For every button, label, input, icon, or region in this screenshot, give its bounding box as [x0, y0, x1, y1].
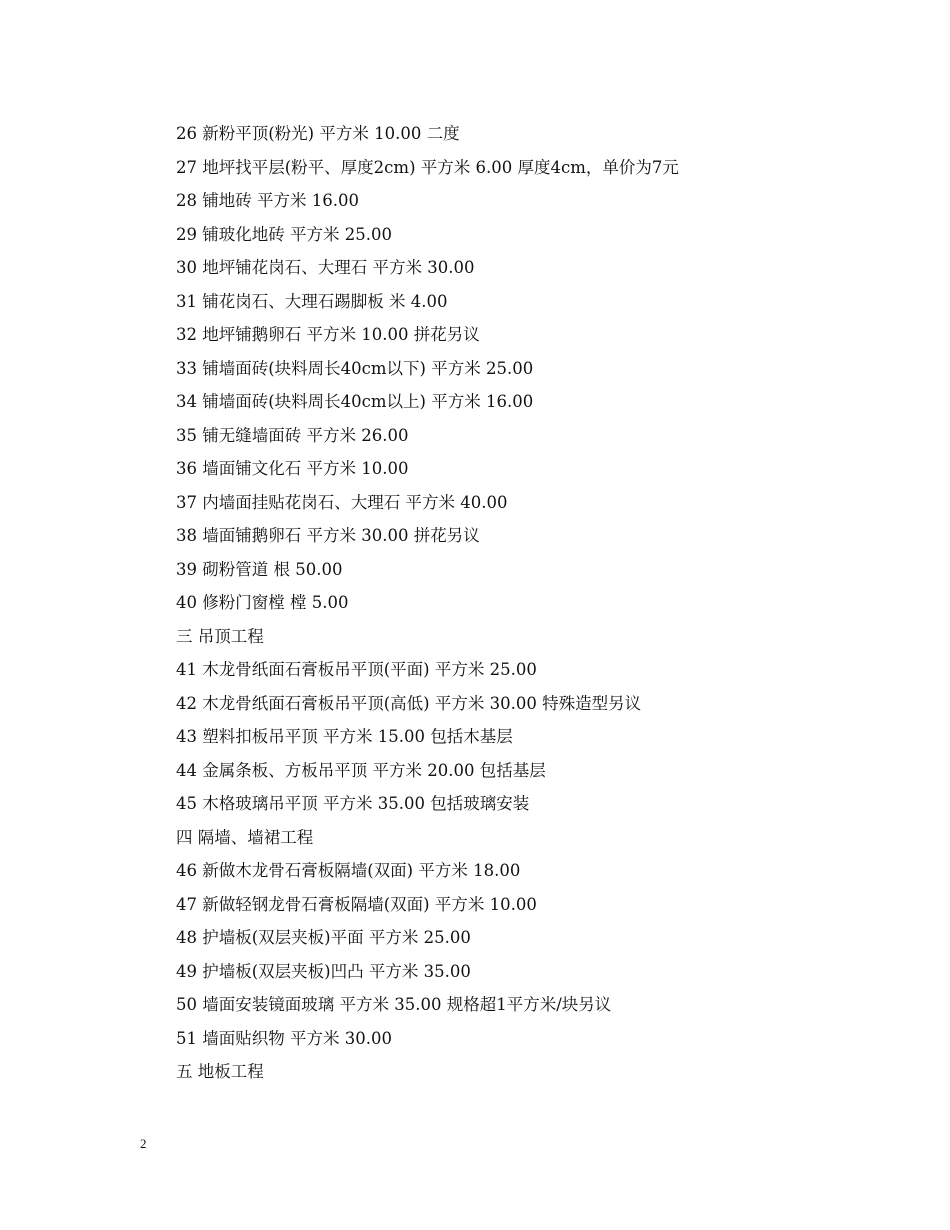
list-item: 46 新做木龙骨石膏板隔墙(双面) 平方米 18.00 [176, 861, 521, 880]
list-item: 39 砌粉管道 根 50.00 [176, 559, 343, 579]
list-item: 42 木龙骨纸面石膏板吊平顶(高低) 平方米 30.00 特殊造型另议 [176, 693, 642, 713]
list-item: 29 铺玻化地砖 平方米 25.00 [176, 224, 392, 244]
list-item: 50 墙面安装镜面玻璃 平方米 35.00 规格超1平方米/块另议 [176, 995, 612, 1014]
list-item: 30 地坪铺花岗石、大理石 平方米 30.00 [176, 258, 475, 277]
section-heading: 五 地板工程 [176, 1062, 264, 1081]
list-item: 35 铺无缝墙面砖 平方米 26.00 [176, 425, 409, 445]
section-heading: 三 吊顶工程 [176, 626, 264, 646]
list-item: 44 金属条板、方板吊平顶 平方米 20.00 包括基层 [176, 760, 546, 780]
list-item: 36 墙面铺文化石 平方米 10.00 [176, 459, 409, 478]
list-item: 47 新做轻钢龙骨石膏板隔墙(双面) 平方米 10.00 [176, 894, 537, 914]
list-item: 51 墙面贴织物 平方米 30.00 [176, 1028, 392, 1048]
section-heading: 四 隔墙、墙裙工程 [176, 827, 314, 847]
list-item: 37 内墙面挂贴花岗石、大理石 平方米 40.00 [176, 492, 508, 512]
list-item: 48 护墙板(双层夹板)平面 平方米 25.00 [176, 928, 471, 947]
list-item: 40 修粉门窗樘 樘 5.00 [176, 593, 349, 612]
list-item: 41 木龙骨纸面石膏板吊平顶(平面) 平方米 25.00 [176, 660, 537, 679]
price-list [176, 117, 916, 1089]
list-item: 43 塑料扣板吊平顶 平方米 15.00 包括木基层 [176, 727, 513, 746]
list-item: 31 铺花岗石、大理石踢脚板 米 4.00 [176, 291, 448, 311]
list-item: 27 地坪找平层(粉平、厚度2cm) 平方米 6.00 厚度4cm，单价为7元 [176, 157, 679, 177]
list-item: 28 铺地砖 平方米 16.00 [176, 191, 359, 210]
list-item: 33 铺墙面砖(块料周长40cm以下) 平方米 25.00 [176, 358, 534, 378]
list-item: 26 新粉平顶(粉光) 平方米 10.00 二度 [176, 124, 460, 143]
list-item: 45 木格玻璃吊平顶 平方米 35.00 包括玻璃安装 [176, 794, 530, 813]
page-number: 2 [140, 1136, 147, 1151]
list-item: 49 护墙板(双层夹板)凹凸 平方米 35.00 [176, 961, 471, 981]
list-item: 38 墙面铺鹅卵石 平方米 30.00 拼花另议 [176, 526, 480, 545]
list-item: 32 地坪铺鹅卵石 平方米 10.00 拼花另议 [176, 325, 480, 344]
list-item: 34 铺墙面砖(块料周长40cm以上) 平方米 16.00 [176, 392, 534, 411]
